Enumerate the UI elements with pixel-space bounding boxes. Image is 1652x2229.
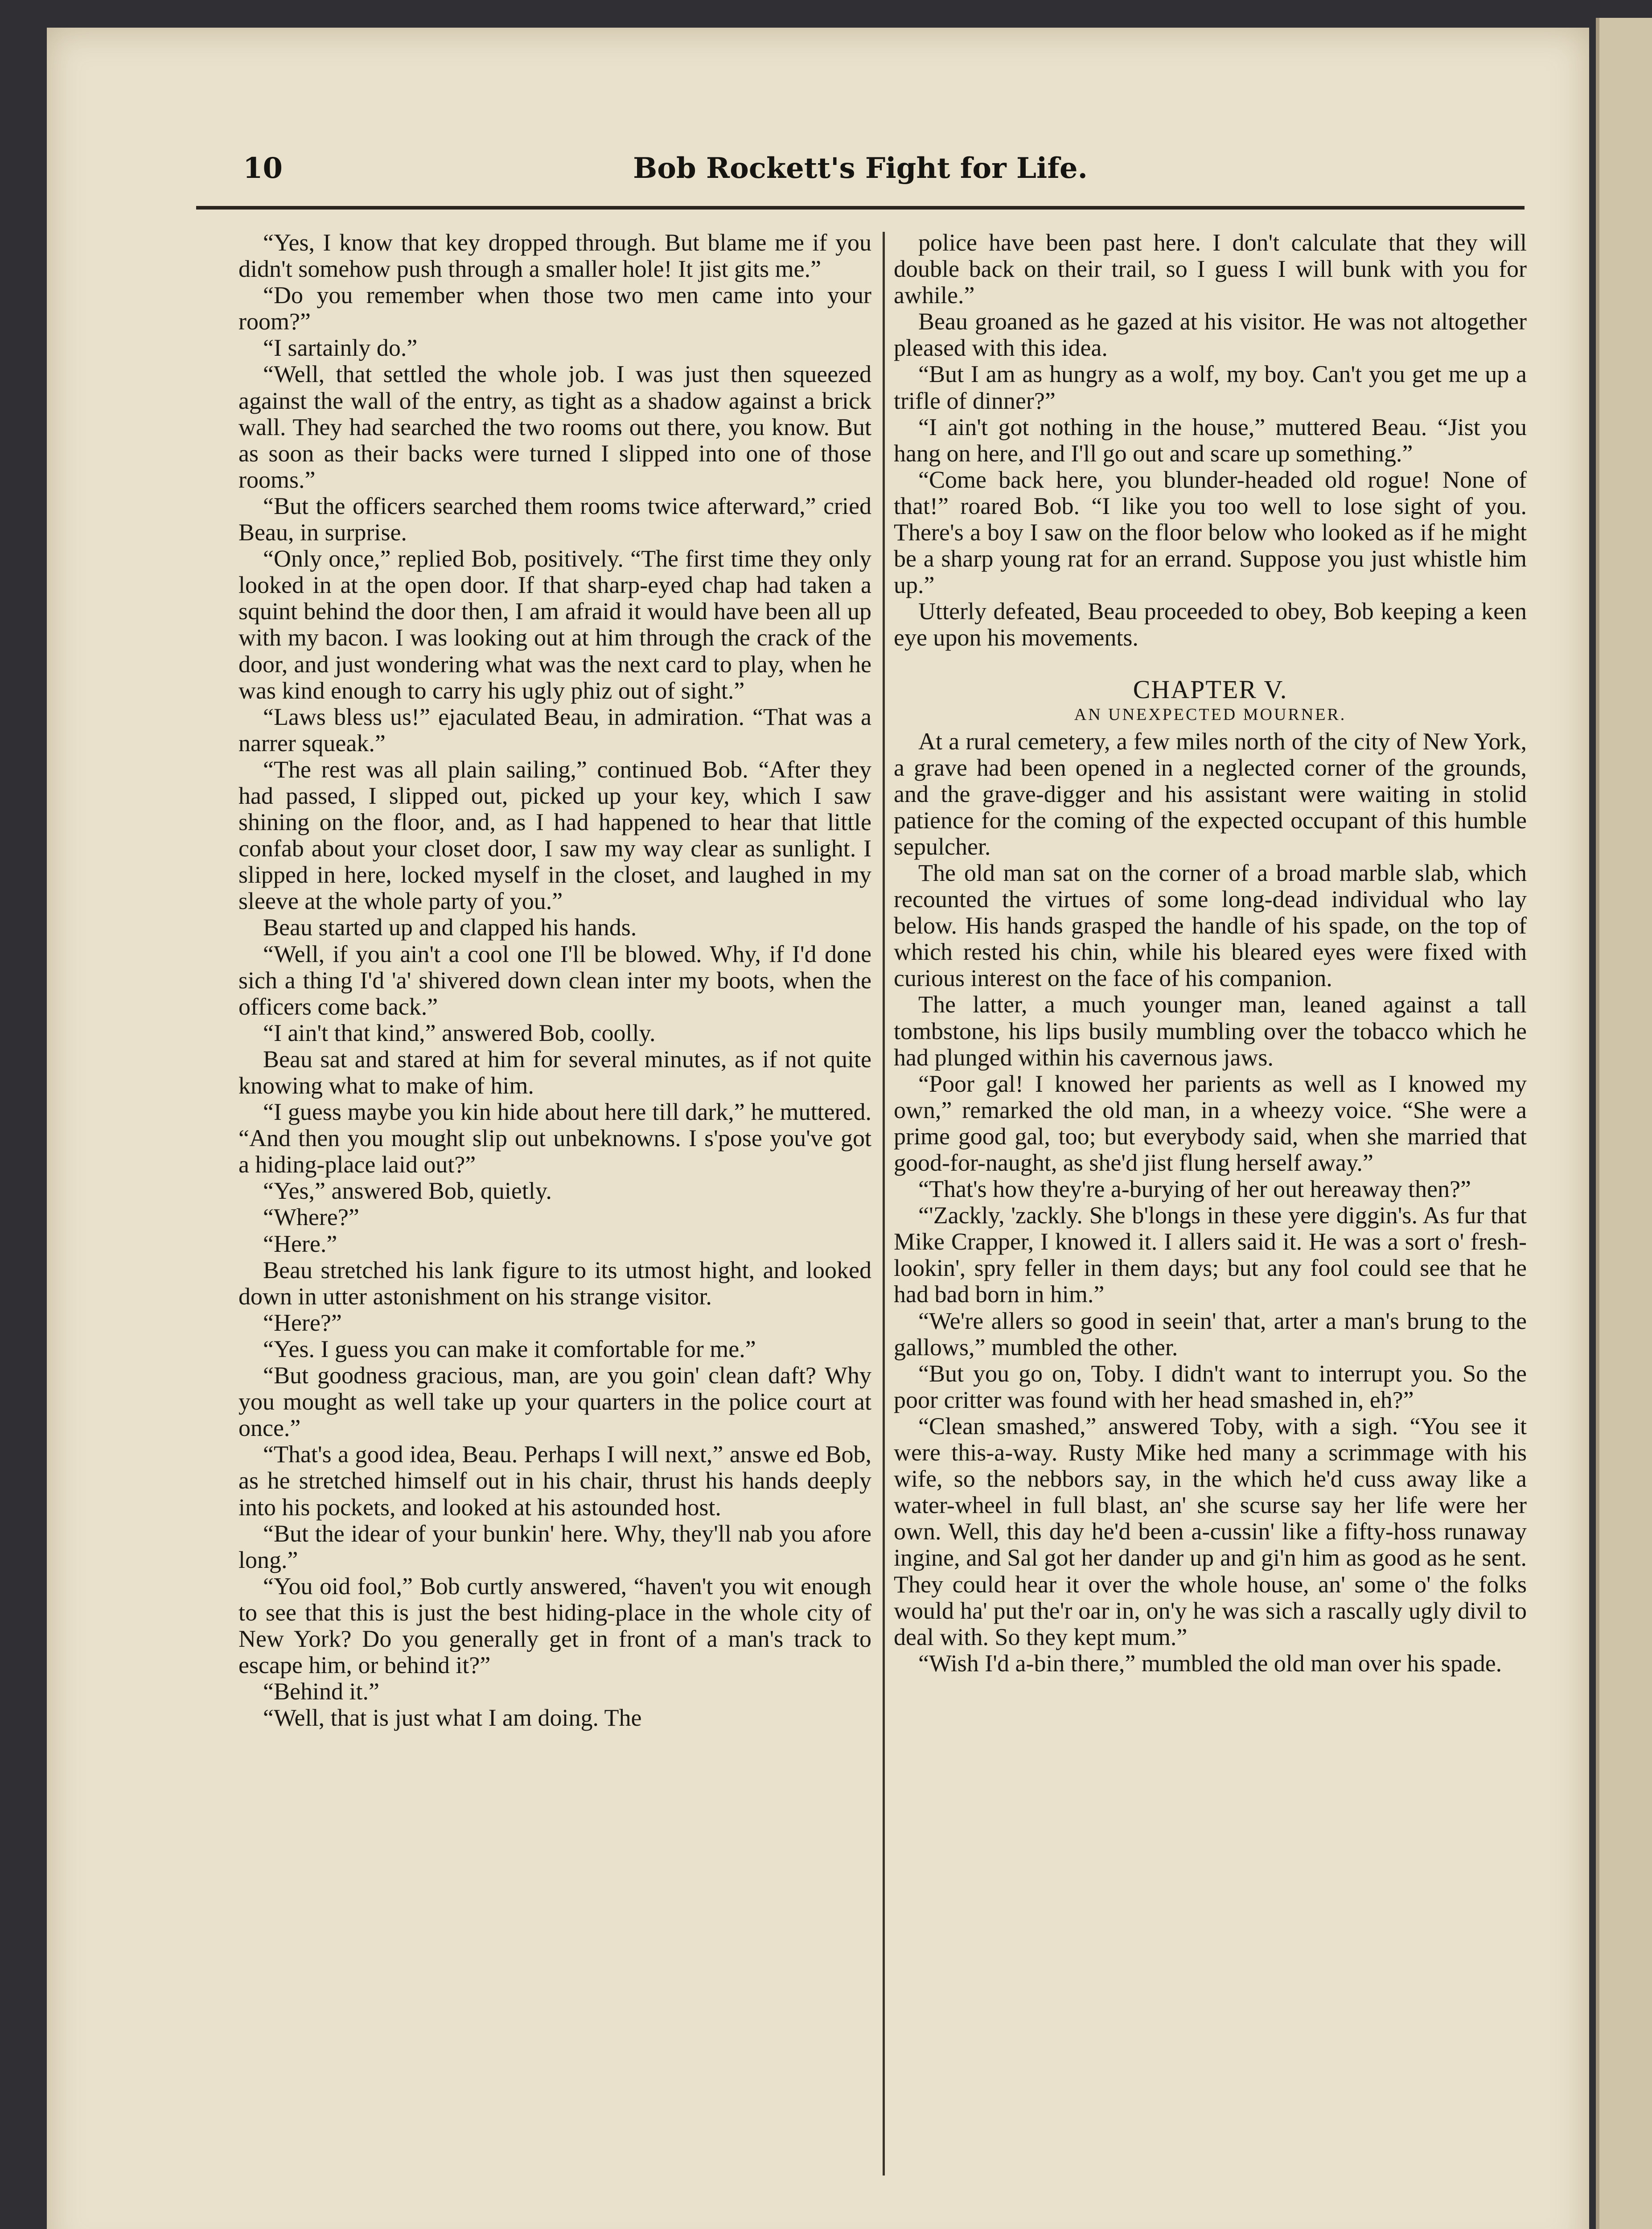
paragraph: “Well, that is just what I am doing. The <box>263 1704 642 1731</box>
chapter-title: CHAPTER V. <box>1133 674 1288 704</box>
paragraph: “Here?” <box>263 1309 342 1336</box>
paragraph: “I sartainly do.” <box>263 334 418 362</box>
facing-page-edge <box>1596 18 1652 2229</box>
right-column-text-after-chapter <box>894 728 1527 1677</box>
paragraph: “Come back here, you blunder-headed old rogue! None of that!” roared Bob. “I like you too well to lose sight of you. There's a boy I saw on the floor below who looked as if he might be a sharp young rat for an errand. Suppose you just whistle him up.” <box>894 466 1527 599</box>
paragraph: “Yes, I know that key dropped through. But blame me if you didn't somehow push through a smaller hole! It jist gits me.” <box>238 229 871 283</box>
paragraph: “I guess maybe you kin hide about here till dark,” he muttered. “And then you mought slip out unbeknowns. I s'pose you've got a hiding-place laid out?” <box>238 1098 871 1178</box>
page-number: 10 <box>243 152 283 185</box>
chapter-subtitle: AN UNEXPECTED MOURNER. <box>1074 705 1347 724</box>
paragraph: Beau started up and clapped his hands. <box>263 914 637 941</box>
paragraph: “But goodness gracious, man, are you goin' clean daft? Why you mought as well take up your quarters in the police court at once.” <box>238 1362 871 1442</box>
paragraph: “Here.” <box>263 1230 337 1257</box>
running-head <box>196 152 1525 201</box>
paragraph: police have been past here. I don't calculate that they will double back on their trail, so I guess I will bunk with you for awhile.” <box>894 229 1527 309</box>
paragraph: “Clean smashed,” answered Toby, with a sigh. “You see it were this-a-way. Rusty Mike hed many a scrimmage with his wife, so the nebbors say, in the which he'd cuss away like a water-wheel in full blast, an' she scurse say her life were her own. Well, this day he'd been a-cussin' like a fifty-hoss runaway ingine, and Sal got her dander up and gi'n him as good as he sent. They could hear it over the whole house, an' some o' the folks would ha' put the'r oar in, on'y he was sich a rascally ugly divil to deal with. So they kept mum.” <box>894 1412 1527 1650</box>
paragraph: “'Zackly, 'zackly. She b'longs in these yere diggin's. As fur that Mike Crapper, I knowed it. I allers said it. He was a sort o' fresh-lookin', spry feller in them days; but any fool could see that he had bad born in him.” <box>894 1202 1527 1308</box>
paragraph: “Yes. I guess you can make it comfortable for me.” <box>263 1335 756 1362</box>
paragraph: The old man sat on the corner of a broad marble slab, which recounted the virtues of some long-dead individual who lay below. His hands grasped the handle of his spade, on the top of which rested his chin, while his bleared eyes were fixed with curious interest on the face of his companion. <box>894 859 1527 992</box>
paragraph: Beau sat and stared at him for several minutes, as if not quite knowing what to make of him. <box>238 1045 871 1099</box>
paragraph: “That's how they're a-burying of her out hereaway then?” <box>918 1176 1471 1203</box>
paragraph: “Where?” <box>263 1204 359 1231</box>
paragraph: “Well, that settled the whole job. I was just then squeezed against the wall of the entry, as tight as a shadow against a brick wall. They had searched the two rooms out there, you know. But as soon as their backs were turned I slipped into one of those rooms.” <box>238 361 871 493</box>
paragraph: “Do you remember when those two men came into your room?” <box>238 282 871 335</box>
paragraph: At a rural cemetery, a few miles north of the city of New York, a grave had been opened in a neglected corner of the grounds, and the grave-digger and his assistant were waiting in stolid patience for the coming of the expected occupant of this humble sepulcher. <box>894 728 1527 860</box>
paragraph: “Laws bless us!” ejaculated Beau, in admiration. “That was a narrer squeak.” <box>238 703 871 757</box>
paragraph: “Poor gal! I knowed her parients as well as I knowed my own,” remarked the old man, in a wheezy voice. “She were a prime good gal, too; but everybody said, when she married that good-for-naught, as she'd jist flung herself away.” <box>894 1070 1527 1176</box>
paragraph: “Only once,” replied Bob, positively. “The first time they only looked in at the open door. If that sharp-eyed chap had taken a squint behind the door then, I am afraid it would have been all up with my bacon. I was looking out at him through the crack of the door, and just wondering what was the next card to play, when he was kind enough to carry his ugly phiz out of sight.” <box>238 545 871 704</box>
column-divider <box>883 232 885 2176</box>
paragraph: “I ain't got nothing in the house,” muttered Beau. “Jist you hang on here, and I'll go out and scare up something.” <box>894 413 1527 467</box>
paragraph: “But I am as hungry as a wolf, my boy. Can't you get me up a trifle of dinner?” <box>894 361 1527 414</box>
paragraph: Beau groaned as he gazed at his visitor. He was not altogether pleased with this idea. <box>894 308 1527 362</box>
paragraph: Utterly defeated, Beau proceeded to obey, Bob keeping a keen eye upon his movements. <box>894 598 1527 651</box>
right-column-text-before-chapter <box>894 230 1527 651</box>
paragraph: “I ain't that kind,” answered Bob, coolly. <box>263 1019 656 1046</box>
paragraph: “We're allers so good in seein' that, arter a man's brung to the gallows,” mumbled the other. <box>894 1307 1527 1361</box>
paragraph: Beau stretched his lank figure to its utmost hight, and looked down in utter astonishment on his strange visitor. <box>238 1256 871 1310</box>
paragraph: “The rest was all plain sailing,” continued Bob. “After they had passed, I slipped out, picked up your key, which I saw shining on the floor, and, as I had happened to hear that little confab about your closet door, I saw my way clear as sunlight. I slipped in here, locked myself in the closet, and laughed in my sleeve at the whole party of you.” <box>238 756 871 915</box>
header-rule <box>196 206 1525 210</box>
right-column <box>894 230 1527 1677</box>
paragraph: “Behind it.” <box>263 1678 379 1705</box>
paragraph: “But the officers searched them rooms twice afterward,” cried Beau, in surprise. <box>238 492 871 546</box>
left-column <box>238 230 871 1731</box>
paragraph: “But you go on, Toby. I didn't want to interrupt you. So the poor critter was found with her head smashed in, eh?” <box>894 1360 1527 1413</box>
paragraph: “But the idear of your bunkin' here. Why, they'll nab you afore long.” <box>238 1520 871 1573</box>
paragraph: “Wish I'd a-bin there,” mumbled the old man over his spade. <box>918 1649 1502 1677</box>
paragraph: “That's a good idea, Beau. Perhaps I will next,” answe ed Bob, as he stretched himself out in his chair, thrust his hands deeply into his pockets, and looked at his astounded host. <box>238 1441 871 1521</box>
page-title: Bob Rockett's Fight for Life. <box>633 152 1088 185</box>
paragraph: “You oid fool,” Bob curtly answered, “haven't you wit enough to see that this is just the best hiding-place in the whole city of New York? Do you generally get in front of a man's track to escape him, or behind it?” <box>238 1572 871 1679</box>
paragraph: The latter, a much younger man, leaned against a tall tombstone, his lips busily mumbling over the tobacco which he had plunged within his cavernous jaws. <box>894 991 1527 1071</box>
paragraph: “Well, if you ain't a cool one I'll be blowed. Why, if I'd done sich a thing I'd 'a' shivered down clean inter my boots, when the officers come back.” <box>238 940 871 1020</box>
paragraph: “Yes,” answered Bob, quietly. <box>263 1177 552 1205</box>
